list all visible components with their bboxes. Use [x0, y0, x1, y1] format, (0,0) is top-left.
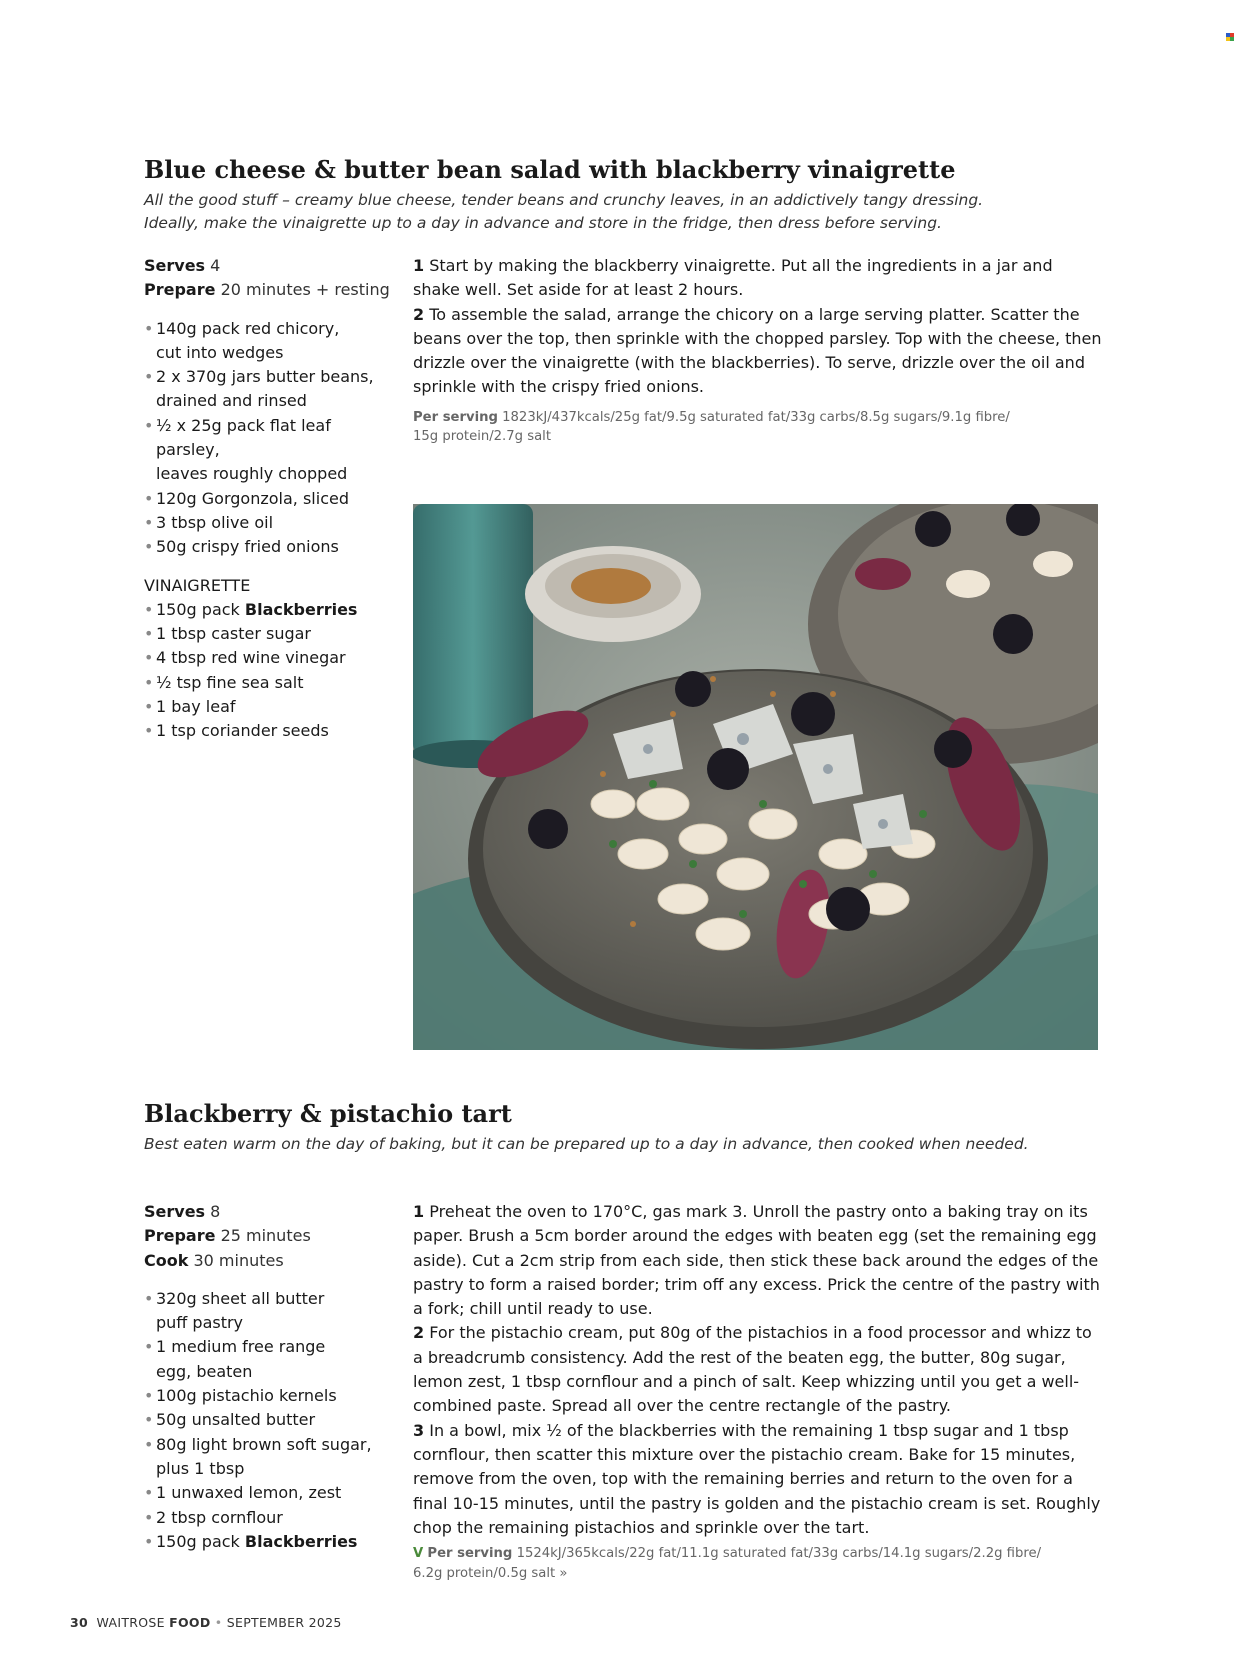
list-item	[144, 1408, 389, 1432]
ingredient-line: • 50g unsalted butter	[156, 1410, 316, 1430]
nutrition-line1: 1823kJ/437kcals/25g fat/9.5g saturated fat/33g carbs/8.5g sugars/9.1g fibre/	[502, 409, 1010, 425]
list-item	[144, 598, 389, 622]
ingredient-line: • 1 medium free range	[156, 1337, 326, 1357]
nutrition-line2: 6.2g protein/0.5g salt »	[413, 1565, 568, 1581]
recipe2-prepare	[144, 1224, 389, 1248]
recipe1-method	[413, 254, 1103, 447]
cook-value: 30 minutes	[193, 1250, 284, 1270]
list-item	[144, 414, 389, 487]
recipe1-ingredients-column	[144, 254, 389, 744]
recipe1-prepare	[144, 278, 389, 302]
step-text: For the pistachio cream, put 80g of the pistachios in a food processor and whizz to a breadcrumb consistency. Add the rest of the beaten egg, the butter, 80g sugar, lemon zest, 1 tbsp cornflour and a pinch of salt. Keep whizzing until you get a well-combined paste. Spread all over the centre rectangle of the pastry.	[413, 1323, 1092, 1416]
ingredient-text: 150g pack	[156, 599, 240, 619]
footer-separator: •	[214, 1615, 223, 1630]
vinaigrette-ingredient-list	[144, 598, 389, 622]
serves-value: 8	[210, 1202, 221, 1221]
list-item	[144, 1481, 389, 1505]
ingredient-line: • 320g sheet all butter	[156, 1288, 325, 1308]
issue-date: SEPTEMBER 2025	[226, 1615, 342, 1630]
ingredient-line: • 2 x 370g jars butter beans,	[156, 367, 374, 387]
cook-label: Cook	[144, 1250, 189, 1270]
ingredient-line: drained and rinsed	[156, 391, 307, 411]
step-number: 1	[413, 1202, 425, 1221]
ingredient-emphasis: Blackberries	[244, 599, 358, 619]
recipe2-serves	[144, 1200, 389, 1224]
list-item	[144, 365, 389, 414]
recipe2-ingredient-list-last	[144, 1530, 389, 1554]
recipe2-nutrition	[413, 1544, 1103, 1583]
vinaigrette-ingredient-list-rest	[144, 622, 389, 743]
recipe1-intro-line1: All the good stuff – creamy blue cheese, tender beans and crunchy leaves, in an addictively tangy dressing.	[144, 191, 984, 209]
color-registration-mark	[1226, 33, 1234, 41]
list-item: • 1 bay leaf	[144, 695, 389, 719]
recipe1-serves	[144, 254, 389, 278]
ingredient-line: egg, beaten	[156, 1361, 253, 1381]
list-item	[144, 535, 389, 559]
ingredient-line: • 50g crispy fried onions	[156, 537, 339, 557]
recipe1-intro-line2: Ideally, make the vinaigrette up to a day in advance and store in the fridge, then dress before serving.	[144, 214, 942, 232]
serves-label: Serves	[144, 256, 206, 275]
recipe2-steps	[413, 1200, 1103, 1540]
list-item	[144, 1506, 389, 1530]
nutrition-label: Per serving	[413, 409, 498, 425]
step-number: 3	[413, 1420, 425, 1440]
serves-label: Serves	[144, 1202, 206, 1221]
nutrition-label: Per serving	[427, 1546, 513, 1562]
step-text: In a bowl, mix ½ of the blackberries with the remaining 1 tbsp sugar and 1 tbsp cornflour, then scatter this mixture over the pistachio cream. Bake for 15 minutes, remove from the oven, top with the remaining berries and return to the oven for a final 10-15 minutes, until the pastry is golden and the pistachio cream is set. Roughly chop the remaining pistachios and sprinkle over the tart.	[413, 1420, 1101, 1537]
list-item: • ½ tsp fine sea salt	[144, 671, 389, 695]
list-item: • 4 tbsp red wine vinegar	[144, 646, 389, 670]
step-text: Preheat the oven to 170°C, gas mark 3. Unroll the pastry onto a baking tray on its paper. Brush a 5cm border around the edges with beaten egg (set the remaining egg aside). Cut a 2cm strip from each side, then stick these back around the edges of the pastry to form a raised border; trim off any excess. Prick the centre of the pastry with a fork; chill until ready to use.	[413, 1202, 1100, 1319]
list-item	[144, 317, 389, 366]
recipe1-ingredient-list	[144, 317, 389, 560]
method-step	[413, 303, 1103, 400]
step-number: 2	[413, 304, 425, 324]
list-item	[144, 1433, 389, 1482]
prepare-value: 25 minutes	[220, 1226, 311, 1246]
brand-plain: WAITROSE	[96, 1615, 165, 1630]
recipe1-intro	[144, 189, 1084, 235]
ingredient-line: • ½ x 25g pack flat leaf parsley,	[156, 415, 331, 460]
method-step	[413, 1321, 1103, 1418]
vinaigrette-label: VINAIGRETTE	[144, 575, 251, 595]
ingredient-emphasis: Blackberries	[244, 1531, 358, 1551]
list-item: • 1 tbsp caster sugar	[144, 622, 389, 646]
ingredient-line: cut into wedges	[156, 342, 284, 362]
recipe2-ingredients-column	[144, 1200, 389, 1554]
ingredient-line: • 3 tbsp olive oil	[156, 512, 274, 532]
ingredient-line: plus 1 tbsp	[156, 1458, 245, 1478]
ingredient-line: • 120g Gorgonzola, sliced	[156, 488, 349, 508]
recipe1-nutrition	[413, 408, 1103, 447]
method-step	[413, 1419, 1103, 1540]
ingredient-line: • 80g light brown soft sugar,	[156, 1434, 372, 1454]
step-number: 2	[413, 1323, 425, 1343]
nutrition-line1: 1524kJ/365kcals/22g fat/11.1g saturated fat/33g carbs/14.1g sugars/2.2g fibre/	[516, 1546, 1042, 1562]
ingredient-line: • 140g pack red chicory,	[156, 318, 340, 338]
serves-value: 4	[210, 256, 221, 275]
salad-photo	[413, 504, 1098, 1050]
list-item	[144, 1384, 389, 1408]
recipe1-title: Blue cheese & butter bean salad with blackberry vinaigrette	[144, 155, 956, 184]
recipe1-steps	[413, 254, 1103, 400]
brand-bold: FOOD	[169, 1615, 211, 1630]
step-text: Start by making the blackberry vinaigrette. Put all the ingredients in a jar and shake well. Set aside for at least 2 hours.	[413, 256, 1053, 300]
ingredient-line: • 100g pistachio kernels	[156, 1386, 337, 1406]
list-item	[144, 487, 389, 511]
recipe2-cook	[144, 1249, 389, 1273]
list-item	[144, 511, 389, 535]
ingredient-line: leaves roughly chopped	[156, 464, 348, 484]
nutrition-line2: 15g protein/2.7g salt	[413, 429, 551, 445]
list-item	[144, 1335, 389, 1384]
step-number: 1	[413, 256, 425, 275]
list-item	[144, 1530, 389, 1554]
vegetarian-mark: V	[413, 1546, 424, 1562]
method-step	[413, 1200, 1103, 1321]
ingredient-line: • 2 tbsp cornflour	[156, 1507, 283, 1527]
ingredient-line: • 1 unwaxed lemon, zest	[156, 1483, 342, 1503]
list-item: • 1 tsp coriander seeds	[144, 719, 389, 743]
page-number: 30	[70, 1615, 88, 1630]
prepare-label: Prepare	[144, 280, 216, 300]
ingredient-line: puff pastry	[156, 1313, 244, 1333]
recipe2-method	[413, 1200, 1103, 1583]
prepare-label: Prepare	[144, 1226, 216, 1246]
list-item	[144, 1287, 389, 1336]
prepare-value: 20 minutes + resting	[220, 280, 390, 300]
step-text: To assemble the salad, arrange the chicory on a large serving platter. Scatter the beans over the top, then sprinkle with the chopped parsley. Top with the cheese, then drizzle over the vinaigrette (with the blackberries). To serve, drizzle over the oil and sprinkle with the crispy fried onions.	[413, 304, 1102, 397]
page-footer	[70, 1615, 342, 1630]
recipe2-intro: Best eaten warm on the day of baking, but it can be prepared up to a day in advance, then cooked when needed.	[144, 1135, 1029, 1153]
recipe2-ingredient-list	[144, 1287, 389, 1530]
recipe2-title: Blackberry & pistachio tart	[144, 1099, 512, 1128]
method-step	[413, 254, 1103, 303]
ingredient-text: 150g pack	[156, 1531, 240, 1551]
